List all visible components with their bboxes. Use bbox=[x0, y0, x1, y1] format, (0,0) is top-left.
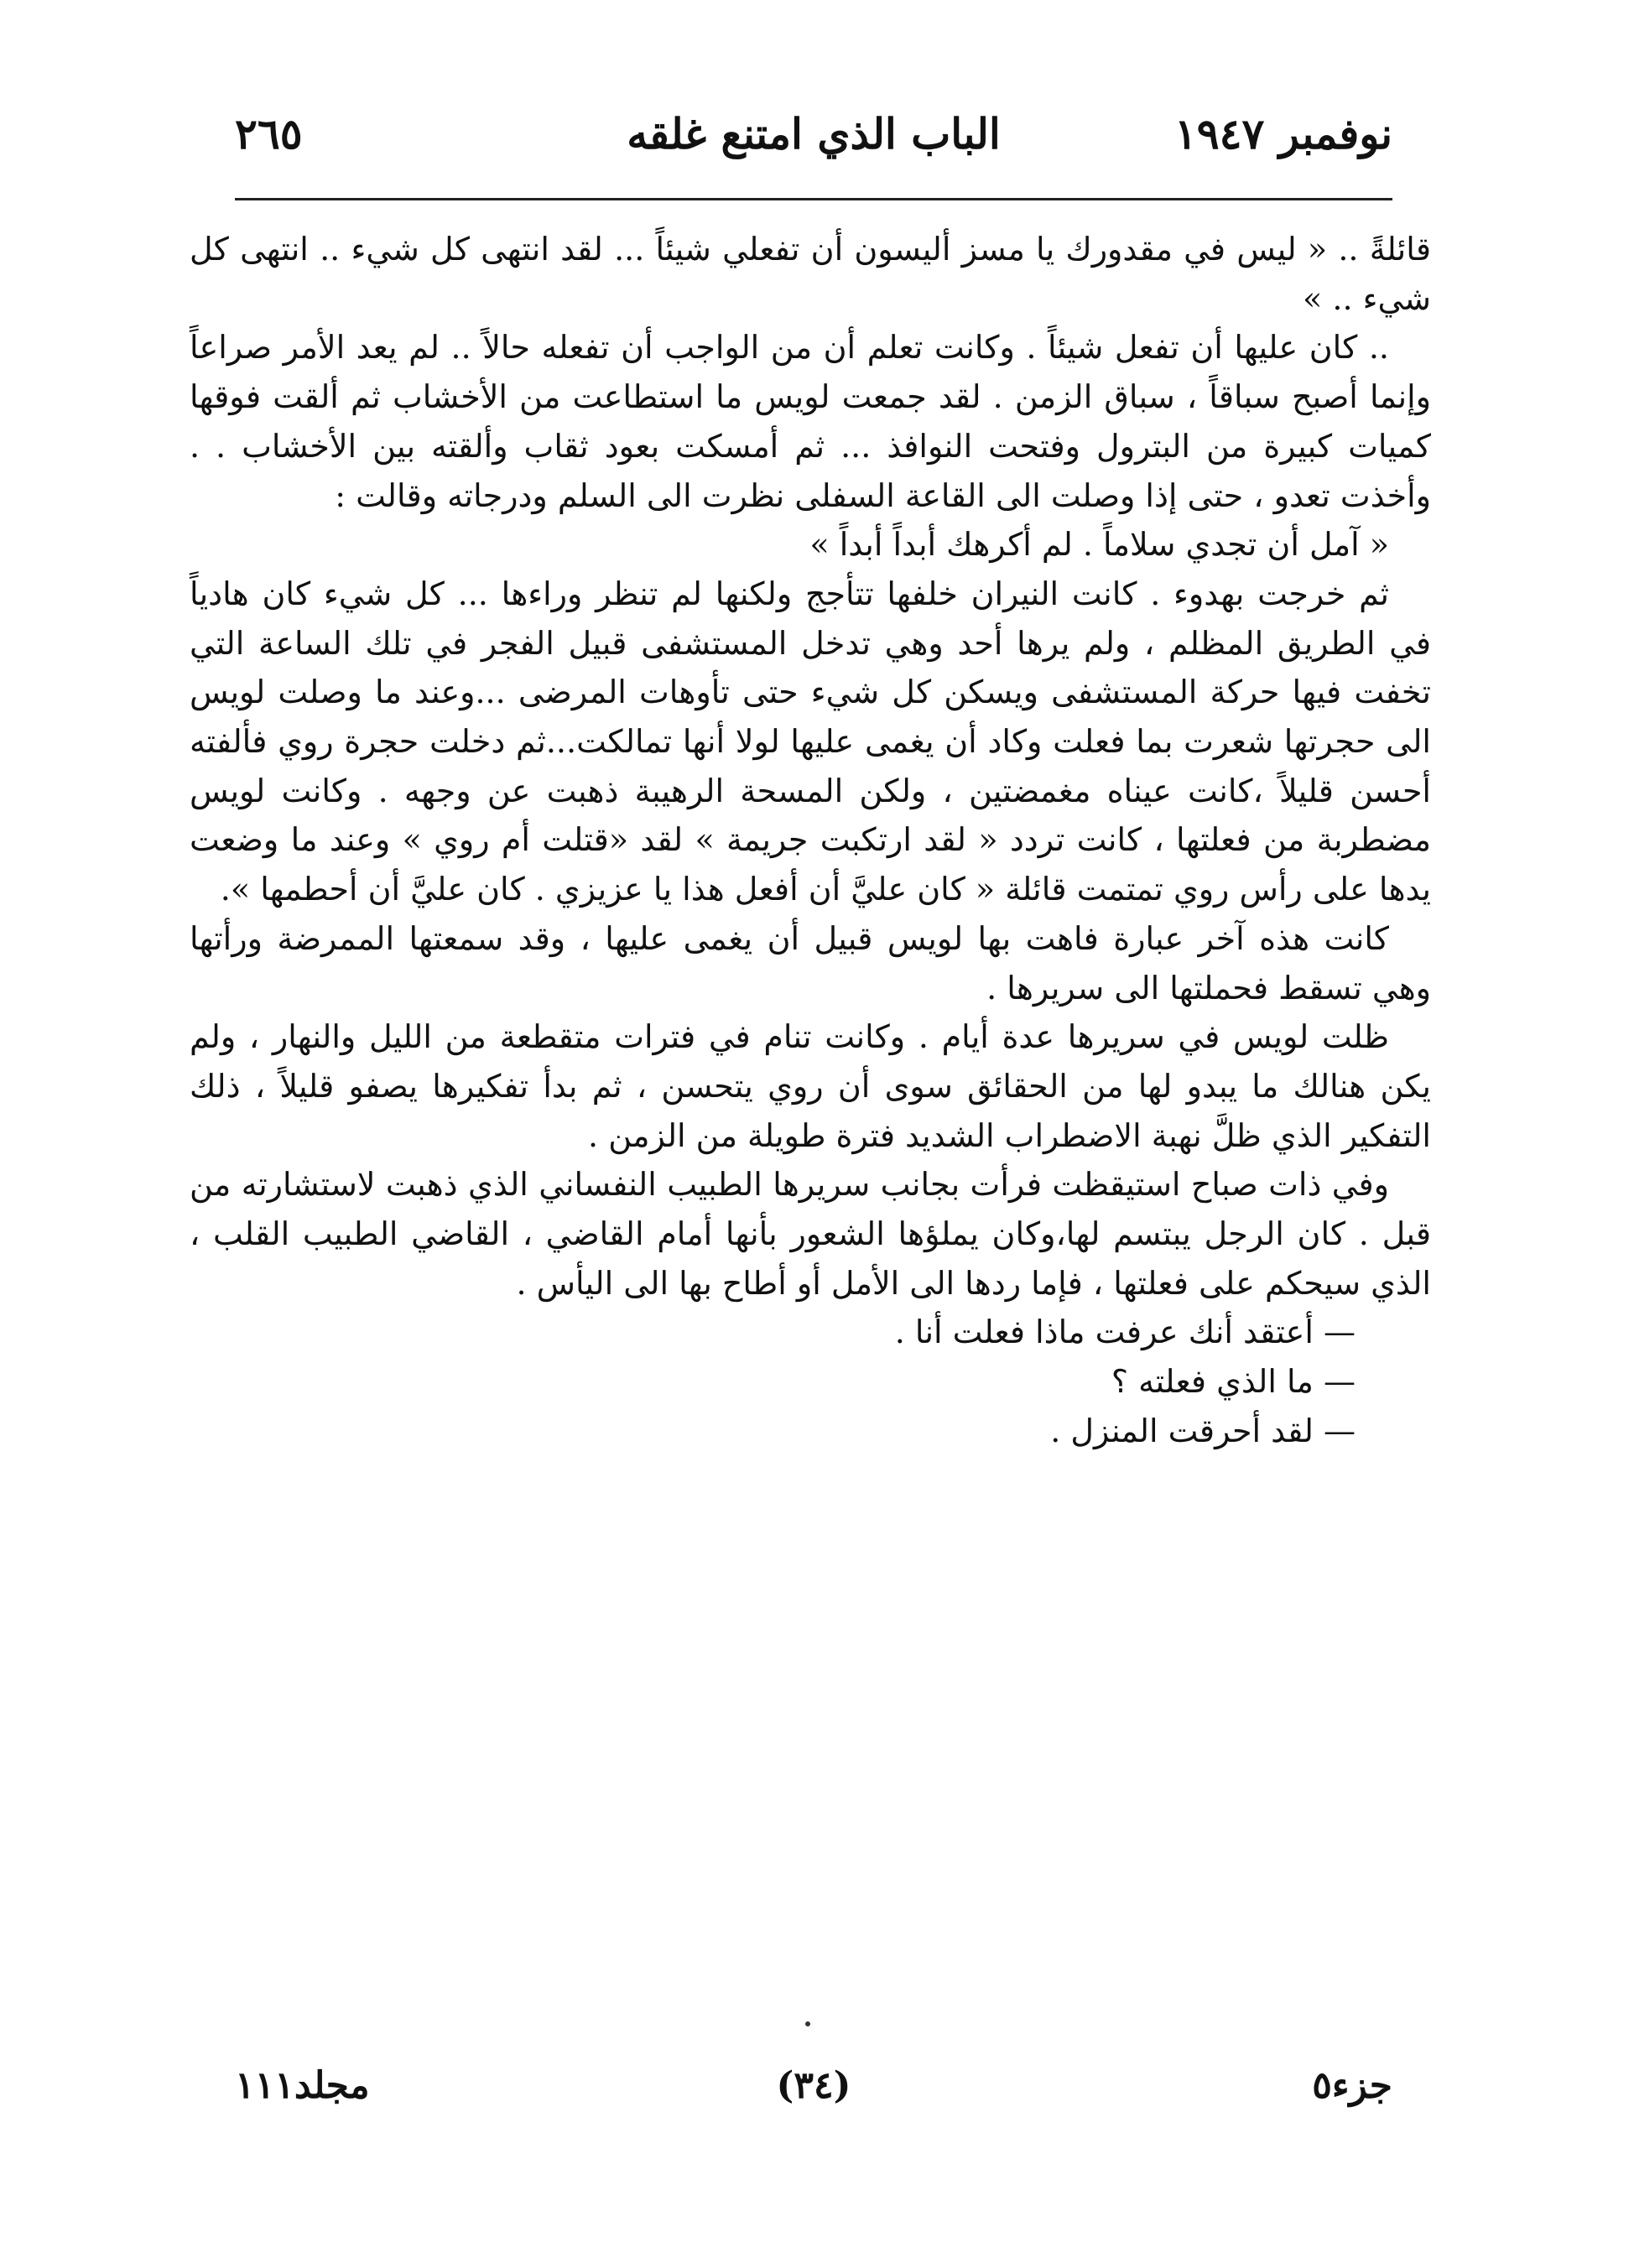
paragraph: كانت هذه آخر عبارة فاهت بها لويس قبيل أن يغمى عليها ، وقد سمعتها الممرضة ورأتها وهي تسقط فحملتها الى سريرها . bbox=[190, 919, 1431, 1007]
paragraph: .. كان عليها أن تفعل شيئاً . وكانت تعلم أن من الواجب أن تفعله حالاً .. لم يعد الأمر صراعاً وإنما أصبح سباقاً ، سباق الزمن . لقد جمعت لويس ما استطاعت من الأخشاب ثم ألقت فوقها كميات كبيرة من البترول وفتحت النوافذ ... ثم أمسكت بعود ثقاب وألقته بين الأخشاب . . وأخذت تعدو ، حتى إذا وصلت الى القاعة السفلى نظرت الى السلم ودرجاته وقالت : bbox=[190, 329, 1431, 514]
header-page-number: ٢٦٥ bbox=[235, 109, 303, 159]
header-divider bbox=[235, 198, 1392, 200]
running-header bbox=[235, 101, 1392, 168]
paragraph: ظلت لويس في سريرها عدة أيام . وكانت تنام في فترات متقطعة من الليل والنهار ، ولم يكن هنالك ما يبدو لها من الحقائق سوى أن روي يتحسن ، ثم بدأ تفكيرها يصفو قليلاً ، ذلك التفكير الذي ظلَّ نهبة الاضطراب الشديد فترة طويلة من الزمن . bbox=[190, 1018, 1431, 1154]
quote-line: « آمل أن تجدي سلاماً . لم أكرهك أبداً أبداً » bbox=[809, 526, 1389, 564]
dialogue-line: — أعتقد أنك عرفت ماذا فعلت أنا . bbox=[894, 1313, 1356, 1351]
header-date: نوفمبر ١٩٤٧ bbox=[1173, 109, 1392, 159]
page-footer bbox=[235, 2057, 1392, 2115]
header-title: الباب الذي امتنع غلقه bbox=[627, 109, 1001, 159]
footer-part: جزء٥ bbox=[1312, 2064, 1392, 2107]
paragraph: وفي ذات صباح استيقظت فرأت بجانب سريرها الطبيب النفساني الذي ذهبت لاستشارته من قبل . كان الرجل يبتسم لها،وكان يملؤها الشعور بأنها أمام القاضي ، القاضي الطبيب القلب ، الذي سيحكم على فعلتها ، فإما ردها الى الأمل أو أطاح بها الى اليأس . bbox=[190, 1166, 1431, 1302]
paragraph: ثم خرجت بهدوء . كانت النيران خلفها تتأجج ولكنها لم تنظر وراءها ... كل شيء كان هادياً في الطريق المظلم ، ولم يرها أحد وهي تدخل المستشفى قبيل الفجر في تلك الساعة التي تخفت فيها حركة المستشفى ويسكن كل شيء حتى تأوهات المرضى ...وعند ما وصلت لويس الى حجرتها شعرت بما فعلت وكاد أن يغمى عليها لولا أنها تمالكت...ثم دخلت حجرة روي فألفته أحسن قليلاً ،كانت عيناه مغمضتين ، ولكن المسحة الرهيبة ذهبت عن وجهه . وكانت لويس مضطربة من فعلتها ، كانت تردد « لقد ارتكبت جريمة » لقد «قتلت أم روي » وعند ما وضعت يدها على رأس روي تمتمت قائلة « كان عليَّ أن أفعل هذا يا عزيزي . كان عليَّ أن أحطمها ». bbox=[190, 575, 1431, 908]
paragraph: قائلةً .. « ليس في مقدورك يا مسز أليسون أن تفعلي شيئاً ... لقد انتهى كل شيء .. انتهى كل شيء .. » bbox=[190, 231, 1431, 317]
dialogue-line: — ما الذي فعلته ؟ bbox=[1111, 1363, 1356, 1401]
footer-page-label: (٣٤) bbox=[776, 2064, 851, 2107]
article-body bbox=[190, 225, 1431, 1456]
dialogue-line: — لقد أحرقت المنزل . bbox=[1050, 1412, 1356, 1449]
ink-dot bbox=[805, 2021, 810, 2026]
footer-volume: مجلد١١١ bbox=[235, 2064, 370, 2107]
